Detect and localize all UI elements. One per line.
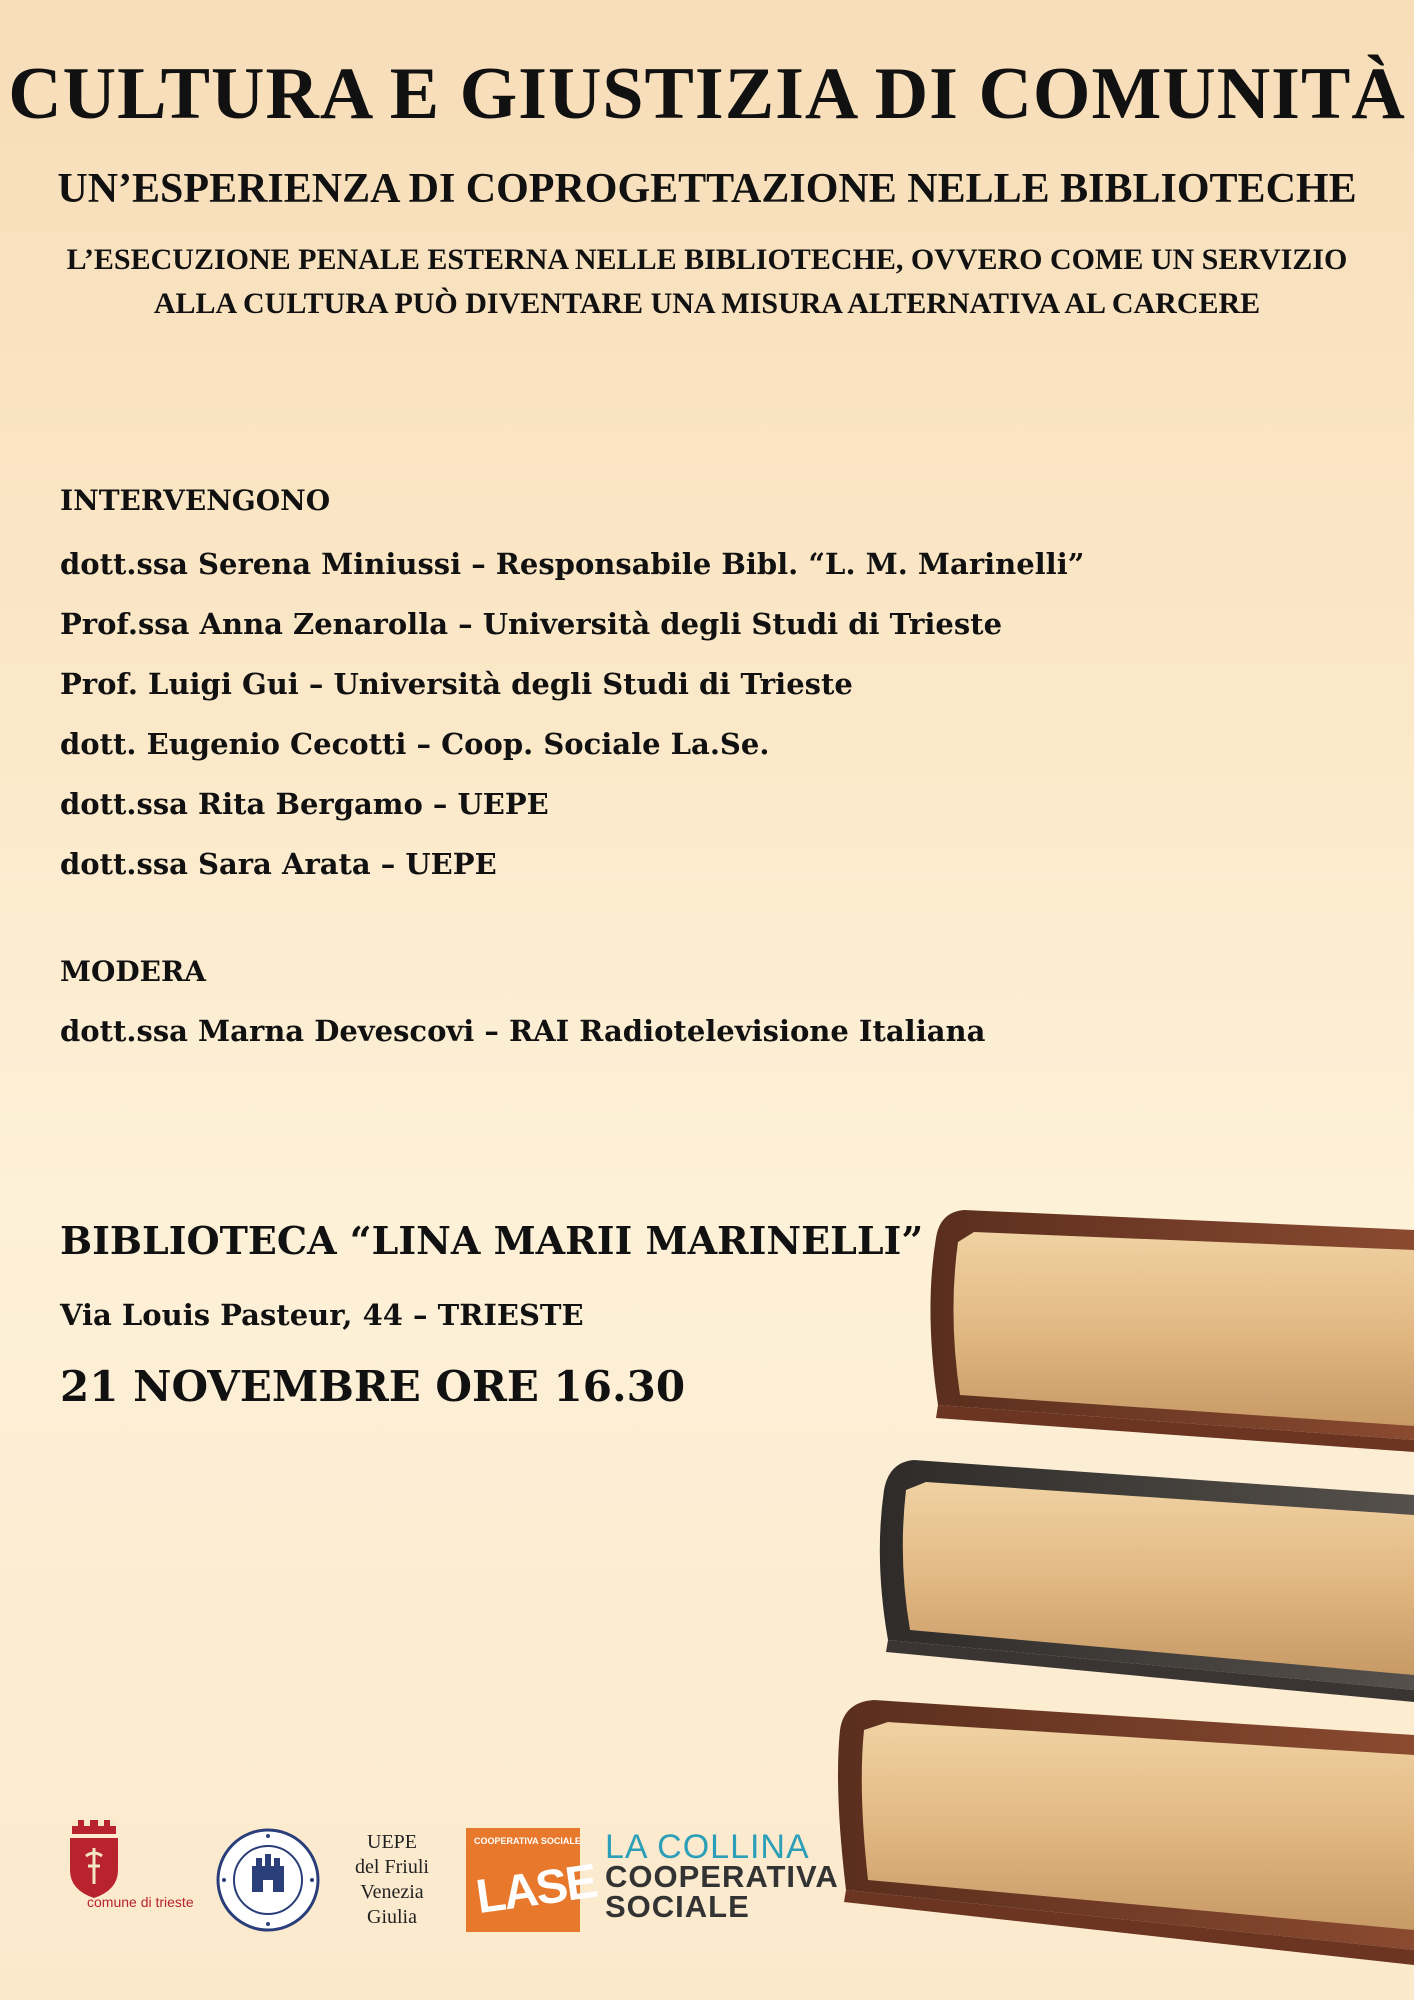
trieste-caption: comune di trieste [87,1894,194,1910]
uepe-line: UEPE [367,1831,417,1853]
la-collina-logo [605,1828,865,1924]
books-illustration [814,1190,1414,2000]
uepe-line: del Friuli [355,1856,429,1878]
poster-description [0,238,1414,326]
speaker-item: Prof.ssa Anna Zenarolla – Università degli Studi di Trieste [60,607,1003,641]
speaker-item: dott.ssa Sara Arata – UEPE [60,847,497,881]
comune-di-trieste-logo [60,1820,210,1940]
lase-logo [466,1828,600,1932]
poster-subtitle: UN’ESPERIENZA DI COPROGETTAZIONE NELLE BIBLIOTECHE [57,166,1357,212]
university-seal-icon [216,1828,320,1932]
venue-address: Via Louis Pasteur, 44 – TRIESTE [60,1298,584,1332]
uepe-line: Giulia [367,1906,417,1928]
uepe-line: Venezia [360,1881,424,1903]
description-line: ALLA CULTURA PUÒ DIVENTARE UNA MISURA ALTERNATIVA AL CARCERE [153,287,1261,320]
lase-small-text: COOPERATIVA SOCIALE [474,1836,581,1846]
trieste-crest-icon [64,1820,124,1900]
collina-line: SOCIALE [605,1889,750,1924]
speakers-heading: INTERVENGONO [60,484,331,517]
lase-big-text: LASE [472,1854,600,1925]
speaker-item: dott.ssa Serena Miniussi – Responsabile Bibl. “L. M. Marinelli” [60,547,1085,581]
uepe-logo [342,1830,442,1930]
moderator-section [60,955,985,1048]
venue-name: BIBLIOTECA “LINA MARII MARINELLI” [60,1218,924,1263]
collina-line: COOPERATIVA [605,1859,839,1894]
event-datetime: 21 NOVEMBRE ORE 16.30 [60,1362,686,1411]
speakers-section [60,484,1085,881]
moderator-heading: MODERA [60,955,207,988]
speaker-item: Prof. Luigi Gui – Università degli Studi di Trieste [60,667,853,701]
collina-line: LA COLLINA [605,1828,810,1866]
speaker-item: dott.ssa Rita Bergamo – UEPE [60,787,549,821]
speaker-item: dott. Eugenio Cecotti – Coop. Sociale La.Se. [60,727,770,761]
sponsor-logos [60,1820,860,1940]
description-line: L’ESECUZIONE PENALE ESTERNA NELLE BIBLIOTECHE, OVVERO COME UN SERVIZIO [66,243,1348,276]
poster-title: CULTURA E GIUSTIZIA DI COMUNITÀ [8,53,1406,135]
moderator-name: dott.ssa Marna Devescovi – RAI Radiotelevisione Italiana [60,1014,986,1048]
